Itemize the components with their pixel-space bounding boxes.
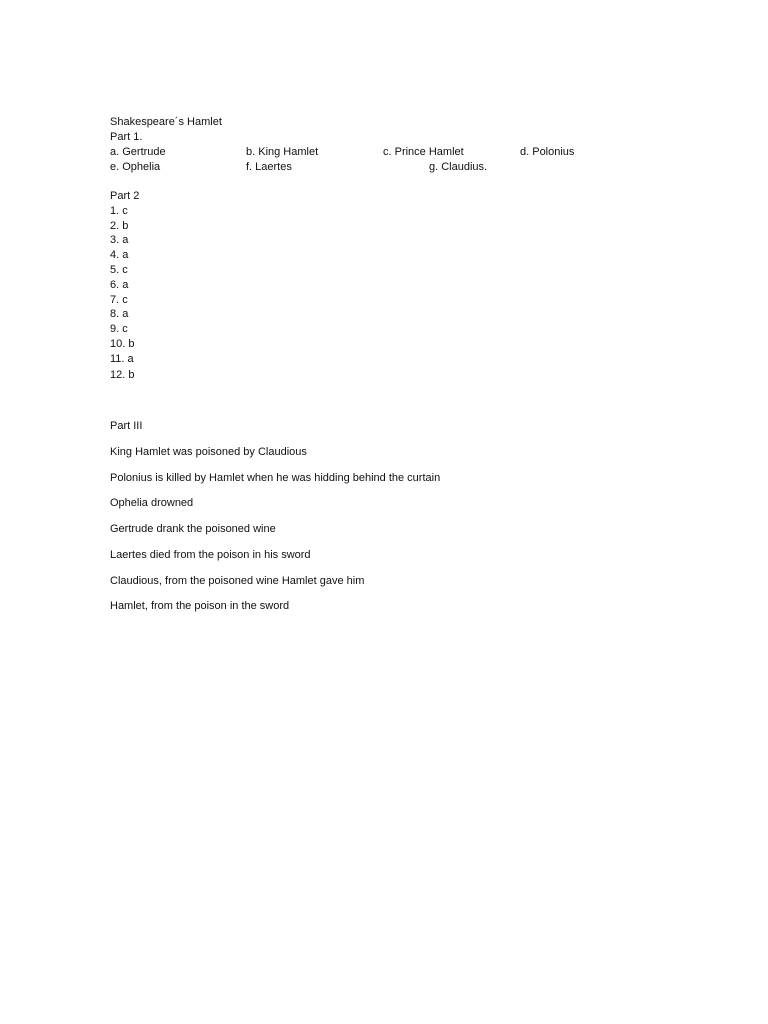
- part1-row-2: [0, 161, 768, 174]
- option-a: a. Gertrude: [110, 146, 166, 158]
- answer-item: 11. a: [110, 353, 134, 365]
- answer-item: 10. b: [110, 338, 135, 350]
- answer-item: 3. a: [110, 234, 129, 246]
- option-e: e. Ophelia: [110, 161, 161, 173]
- part1-row-1: [0, 146, 768, 159]
- part3-sentence: Hamlet, from the poison in the sword: [110, 600, 290, 612]
- option-f: f. Laertes: [246, 161, 292, 173]
- answer-item: 8. a: [110, 308, 129, 320]
- answer-item: 6. a: [110, 279, 129, 291]
- option-g: g. Claudius.: [429, 161, 488, 173]
- part1-heading: Part 1.: [110, 131, 143, 143]
- part3-sentence: Claudious, from the poisoned wine Hamlet gave him: [110, 575, 365, 587]
- answer-item: 7. c: [110, 294, 128, 306]
- part3-sentence: Gertrude drank the poisoned wine: [110, 523, 276, 535]
- part3-sentence: Ophelia drowned: [110, 497, 194, 509]
- answer-item: 9. c: [110, 323, 128, 335]
- answer-item: 5. c: [110, 264, 128, 276]
- part3-sentence: Laertes died from the poison in his sword: [110, 549, 311, 561]
- part3-sentence: King Hamlet was poisoned by Claudious: [110, 446, 307, 458]
- option-d: d. Polonius: [520, 146, 575, 158]
- part3-heading: Part III: [110, 420, 143, 432]
- answer-item: 1. c: [110, 205, 128, 217]
- part2-heading: Part 2: [110, 190, 140, 202]
- answer-item: 12. b: [110, 369, 135, 381]
- answer-item: 4. a: [110, 249, 129, 261]
- part3-sentence: Polonius is killed by Hamlet when he was hidding behind the curtain: [110, 472, 441, 484]
- document-title: Shakespeare´s Hamlet: [110, 116, 222, 128]
- option-b: b. King Hamlet: [246, 146, 319, 158]
- answer-item: 2. b: [110, 220, 129, 232]
- option-c: c. Prince Hamlet: [383, 146, 464, 158]
